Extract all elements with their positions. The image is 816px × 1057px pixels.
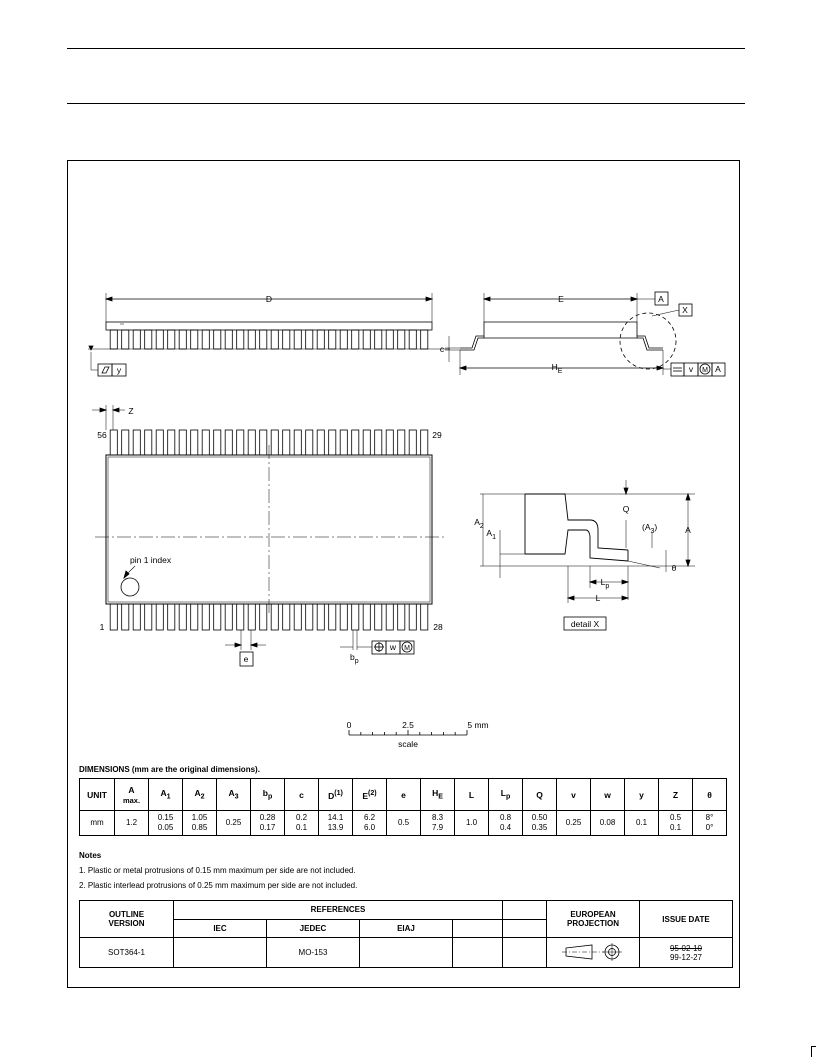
- top-pin: [283, 430, 290, 455]
- bottom-pin: [386, 604, 393, 630]
- val-c: 0.2 0.1: [285, 811, 319, 836]
- hdr-jedec: JEDEC: [267, 919, 360, 938]
- side-pin: [317, 330, 324, 349]
- val-E: 6.2 6.0: [353, 811, 387, 836]
- hdr-eiaj: EIAJ: [360, 919, 453, 938]
- val-Lp: 0.8 0.4: [489, 811, 523, 836]
- val-Z: 0.5 0.1: [659, 811, 693, 836]
- bottom-pin: [271, 604, 278, 630]
- side-pin: [248, 330, 255, 349]
- scale-label-0: 0: [346, 720, 352, 730]
- hdr-unit: UNIT: [80, 779, 115, 811]
- hdr-y: y: [625, 779, 659, 811]
- label-pin1: 1: [99, 622, 105, 632]
- dimensions-title: DIMENSIONS (mm are the original dimensions).: [79, 765, 260, 774]
- projection-symbol: [547, 938, 640, 968]
- top-pin: [271, 430, 278, 455]
- label-M1: M: [702, 367, 708, 374]
- bottom-pin: [237, 604, 244, 630]
- hdr-v: v: [557, 779, 591, 811]
- bottom-pin: [168, 604, 175, 630]
- top-pin: [202, 430, 209, 455]
- top-pin: [306, 430, 313, 455]
- label-M2: M: [404, 645, 410, 652]
- side-pin: [214, 330, 221, 349]
- bottom-pin: [248, 604, 255, 630]
- val-theta: 8° 0°: [693, 811, 727, 836]
- hdr-issue-date: ISSUE DATE: [640, 901, 733, 938]
- side-pin: [375, 330, 382, 349]
- hdr-bp: $b_p$: [251, 779, 285, 811]
- label-pin28: 28: [433, 622, 443, 632]
- hdr-A: A max.: [115, 779, 149, 811]
- side-pin: [156, 330, 163, 349]
- side-pin: [225, 330, 232, 349]
- bottom-pin: [306, 604, 313, 630]
- hdr-theta: θ: [693, 779, 727, 811]
- val-A1: 0.15 0.05: [149, 811, 183, 836]
- val-y: 0.1: [625, 811, 659, 836]
- scale-label-2-5: 2.5: [402, 720, 414, 730]
- top-pin: [191, 430, 198, 455]
- val-outline-version: SOT364-1: [80, 938, 174, 968]
- top-pin: [409, 430, 416, 455]
- side-pin: [133, 330, 140, 349]
- top-pin: [317, 430, 324, 455]
- label-A-ref: A: [715, 364, 721, 374]
- bottom-pin: [398, 604, 405, 630]
- val-A: 1.2: [115, 811, 149, 836]
- ref-blank-2: [503, 919, 547, 938]
- top-pin: [133, 430, 140, 455]
- label-Q: Q: [622, 504, 630, 514]
- top-pin: [156, 430, 163, 455]
- dimensions-table: [79, 778, 727, 836]
- bottom-pin: [110, 604, 117, 630]
- top-pin: [225, 430, 232, 455]
- val-jedec: MO-153: [267, 938, 360, 968]
- side-pin: [122, 330, 129, 349]
- side-pin: [306, 330, 313, 349]
- val-issue-date: 95-02-10 99-12-27: [640, 938, 733, 968]
- side-pin: [110, 330, 117, 349]
- label-bp: $b_p$: [350, 652, 359, 665]
- top-pin: [363, 430, 370, 455]
- top-pin: [168, 430, 175, 455]
- val-unit: mm: [80, 811, 115, 836]
- hdr-D: $D^{(1)}$: [319, 779, 353, 811]
- bottom-pin: [202, 604, 209, 630]
- hdr-iec: IEC: [174, 919, 267, 938]
- bottom-pin: [179, 604, 186, 630]
- note-1: 1. Plastic or metal protrusions of 0.15 mm maximum per side are not included.: [79, 866, 356, 875]
- label-pin56: 56: [97, 430, 107, 440]
- bottom-pin: [363, 604, 370, 630]
- top-pin: [294, 430, 301, 455]
- side-pin: [386, 330, 393, 349]
- bottom-pin: [225, 604, 232, 630]
- side-view-pins: [110, 330, 428, 349]
- side-pin: [398, 330, 405, 349]
- top-pin: [340, 430, 347, 455]
- notes: [79, 848, 357, 893]
- side-pin: [237, 330, 244, 349]
- side-pin: [340, 330, 347, 349]
- hdr-L: L: [455, 779, 489, 811]
- val-HE: 8.3 7.9: [421, 811, 455, 836]
- bottom-pin: [122, 604, 129, 630]
- notes-title: Notes: [79, 851, 102, 860]
- label-E: E: [558, 294, 564, 304]
- label-A3: $(A_3)$: [642, 522, 658, 535]
- val-iec: [174, 938, 267, 968]
- top-pin: [329, 430, 336, 455]
- val-eiaj: [360, 938, 453, 968]
- side-pin: [145, 330, 152, 349]
- label-w: w: [389, 642, 397, 652]
- val-blank-2: [503, 938, 547, 968]
- top-pin: [352, 430, 359, 455]
- val-blank-1: [453, 938, 503, 968]
- bottom-pin: [133, 604, 140, 630]
- bottom-pin: [145, 604, 152, 630]
- val-A3: 0.25: [217, 811, 251, 836]
- hdr-Z: Z: [659, 779, 693, 811]
- bottom-pin: [329, 604, 336, 630]
- references-table: [79, 900, 733, 968]
- bottom-pin: [352, 604, 359, 630]
- side-pin: [168, 330, 175, 349]
- label-theta: θ: [671, 563, 677, 573]
- label-A-height: A: [685, 525, 691, 535]
- top-pin: [421, 430, 428, 455]
- dimensions-header-row: [80, 779, 727, 811]
- hdr-c: c: [285, 779, 319, 811]
- bottom-pin: [214, 604, 221, 630]
- hdr-Lp: $L_p$: [489, 779, 523, 811]
- bottom-pin: [340, 604, 347, 630]
- hdr-A2: $A_2$: [183, 779, 217, 811]
- top-pin: [375, 430, 382, 455]
- top-pin: [386, 430, 393, 455]
- side-pin: [294, 330, 301, 349]
- top-pin: [145, 430, 152, 455]
- val-A2: 1.05 0.85: [183, 811, 217, 836]
- ref-blank-1: [453, 919, 503, 938]
- side-pin: [179, 330, 186, 349]
- side-pin: [409, 330, 416, 349]
- bottom-pin: [156, 604, 163, 630]
- label-X: X: [682, 305, 688, 315]
- label-c: c: [439, 344, 445, 354]
- val-D: 14.1 13.9: [319, 811, 353, 836]
- scale-caption: scale: [398, 739, 418, 749]
- val-v: 0.25: [557, 811, 591, 836]
- top-pin: [214, 430, 221, 455]
- top-pin: [179, 430, 186, 455]
- top-pin: [122, 430, 129, 455]
- projection-icon: [558, 942, 628, 962]
- hdr-A1: $A_1$: [149, 779, 183, 811]
- label-detail-x: detail X: [570, 619, 600, 629]
- label-y: y: [116, 365, 122, 375]
- side-pin: [421, 330, 428, 349]
- label-e: e: [243, 654, 249, 664]
- top-view: [92, 405, 445, 666]
- side-pin: [329, 330, 336, 349]
- bottom-pin: [317, 604, 324, 630]
- side-pin: [260, 330, 267, 349]
- label-A1: $A_1$: [486, 528, 496, 541]
- side-view: [88, 293, 450, 376]
- end-view: [440, 292, 725, 376]
- side-pin: [271, 330, 278, 349]
- hdr-E: $E^{(2)}$: [353, 779, 387, 811]
- val-e: 0.5: [387, 811, 421, 836]
- detail-x: [474, 480, 695, 630]
- val-Q: 0.50 0.35: [523, 811, 557, 836]
- label-L: L: [595, 593, 601, 603]
- ref-blank-top: [503, 901, 547, 920]
- page-corner-mark: [811, 1046, 816, 1057]
- label-A2: $A_2$: [474, 517, 484, 530]
- hdr-A3: $A_3$: [217, 779, 251, 811]
- hdr-HE: $H_E$: [421, 779, 455, 811]
- note-2: 2. Plastic interlead protrusions of 0.25 mm maximum per side are not included.: [79, 881, 358, 890]
- hdr-w: w: [591, 779, 625, 811]
- top-pin: [260, 430, 267, 455]
- datum-A: A: [658, 294, 664, 304]
- hdr-Q: Q: [523, 779, 557, 811]
- bottom-pin: [283, 604, 290, 630]
- val-bp: 0.28 0.17: [251, 811, 285, 836]
- scale-bar: [347, 720, 489, 749]
- label-HE: $H_E$: [551, 362, 563, 375]
- label-Z: Z: [128, 406, 134, 416]
- side-pin: [202, 330, 209, 349]
- top-pin: [398, 430, 405, 455]
- side-pin: [363, 330, 370, 349]
- label-pin29: 29: [432, 430, 442, 440]
- val-w: 0.08: [591, 811, 625, 836]
- scale-label-5: 5 mm: [467, 720, 489, 730]
- val-L: 1.0: [455, 811, 489, 836]
- side-pin: [352, 330, 359, 349]
- bottom-pin: [191, 604, 198, 630]
- bottom-pin: [375, 604, 382, 630]
- label-v: v: [688, 364, 694, 374]
- bottom-pin: [260, 604, 267, 630]
- bottom-pin: [294, 604, 301, 630]
- hdr-outline-version: OUTLINE VERSION: [80, 901, 174, 938]
- hdr-european-projection: EUROPEAN PROJECTION: [547, 901, 640, 938]
- bottom-pin: [421, 604, 428, 630]
- label-D: D: [265, 294, 273, 304]
- label-pin1-index: pin 1 index: [130, 555, 172, 565]
- bottom-pin: [409, 604, 416, 630]
- top-pin: [248, 430, 255, 455]
- hdr-references: REFERENCES: [174, 901, 503, 920]
- dimensions-value-row: [80, 811, 727, 836]
- label-Lp: $L_p$: [600, 577, 610, 590]
- top-pin: [110, 430, 117, 455]
- top-pin: [237, 430, 244, 455]
- hdr-e: e: [387, 779, 421, 811]
- side-pin: [283, 330, 290, 349]
- side-pin: [191, 330, 198, 349]
